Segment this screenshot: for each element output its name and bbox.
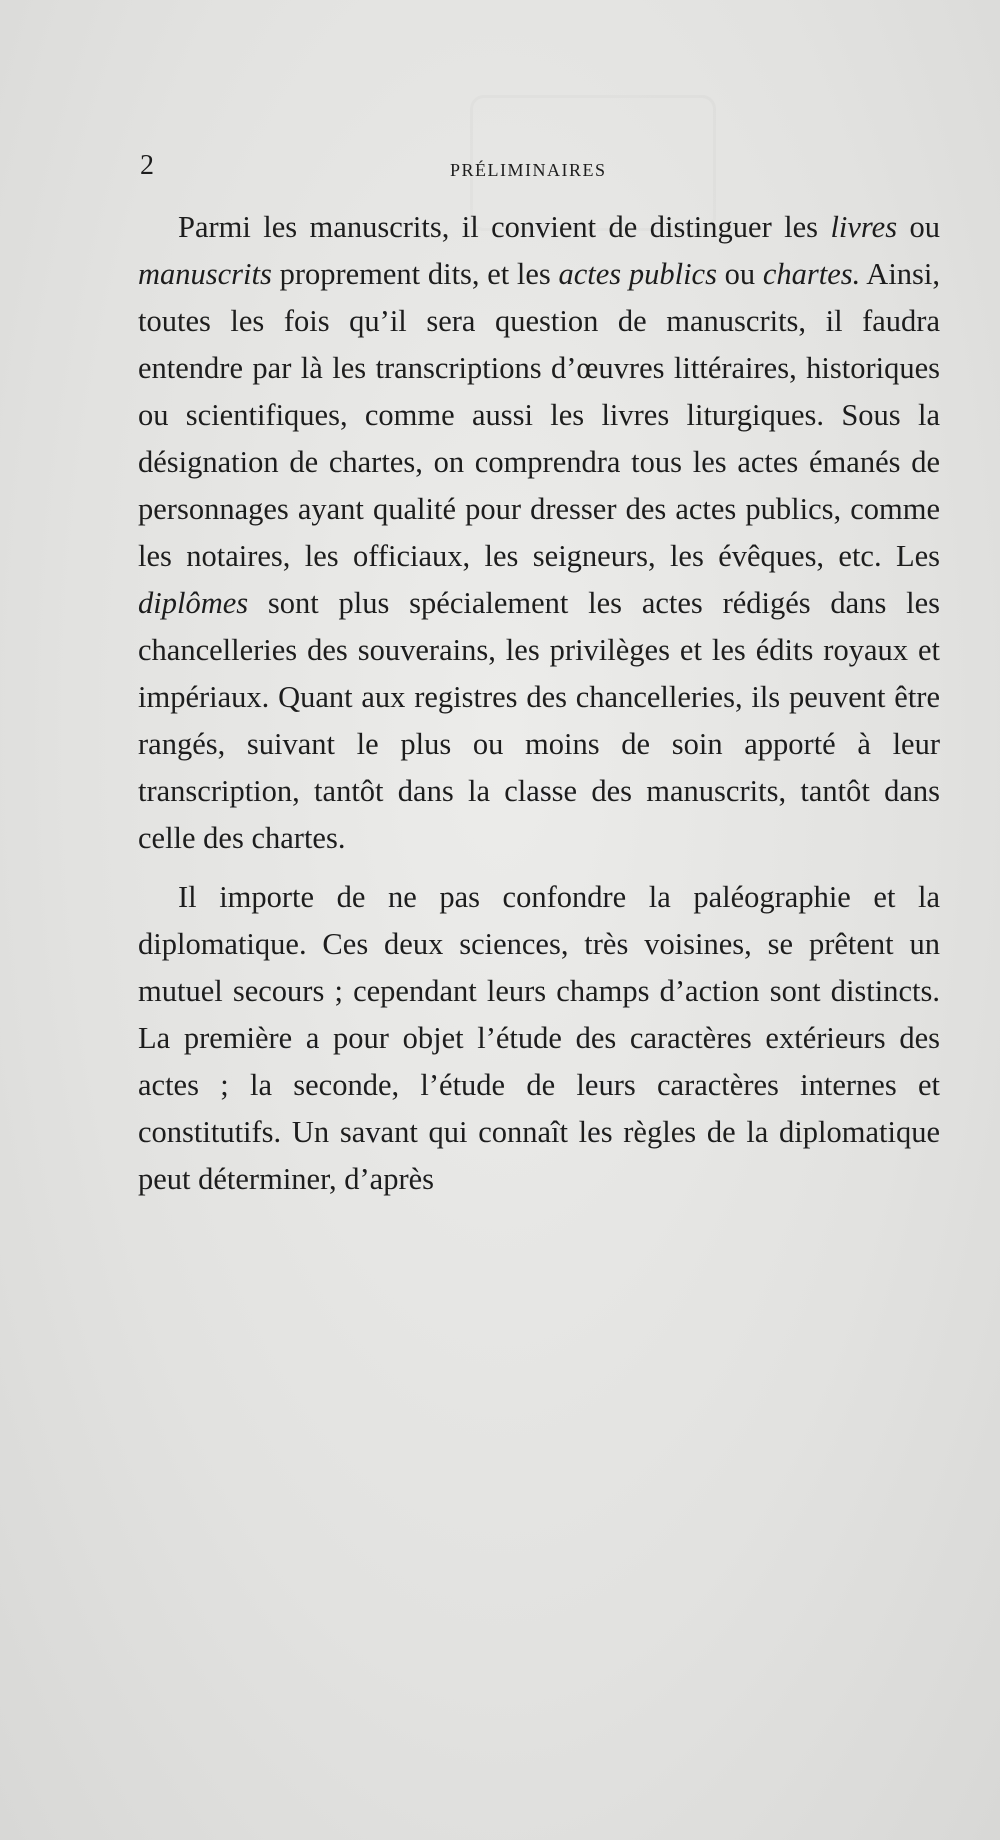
page-header xyxy=(140,150,950,190)
text-run: Parmi les manuscrits, il convient de distinguer les xyxy=(178,210,831,244)
paragraph xyxy=(138,204,940,862)
text-run: ou xyxy=(897,210,940,244)
text-run: sont plus spécialement les actes rédigés dans les chancelleries des souverains, les privilèges et les édits royaux et impériaux. Quant aux registres des chancelleries, ils peuvent être rangés, suivant le plus ou moins de soin apporté à leur transcription, tantôt dans la classe des manuscrits, tantôt dans celle des chartes. xyxy=(138,586,940,855)
italic-term: chartes. xyxy=(762,257,861,291)
text-run: proprement dits, et les xyxy=(271,257,559,291)
italic-term: actes publics xyxy=(558,257,717,291)
italic-term: manuscrits xyxy=(138,257,272,291)
paragraph xyxy=(138,874,940,1203)
text-run: Il importe de ne pas confondre la paléographie et la diplomatique. Ces deux sciences, très voisines, se prêtent un mutuel secours ; cependant leurs champs d’action sont distincts. La première a pour objet l’étude des caractères extérieurs des actes ; la seconde, l’étude de leurs caractères internes et constitutifs. Un savant qui connaît les règles de la diplomatique peut déterminer, d’après xyxy=(138,880,940,1196)
italic-term: livres xyxy=(830,210,898,244)
text-run: Ainsi, toutes les fois qu’il sera question de manuscrits, il faudra entendre par là les transcriptions d’œuvres littéraires, historiques ou scientifiques, comme aussi les livres liturgiques. Sous la désignation de chartes, on comprendra tous les actes émanés de personnages ayant qualité pour dresser des actes publics, comme les notaires, les officiaux, les seigneurs, les évêques, etc. Les xyxy=(138,257,941,573)
text-run: ou xyxy=(716,257,763,291)
body-text xyxy=(138,204,940,1203)
italic-term: diplômes xyxy=(138,586,249,620)
page-number: 2 xyxy=(140,150,154,181)
running-head: PRÉLIMINAIRES xyxy=(450,160,607,180)
